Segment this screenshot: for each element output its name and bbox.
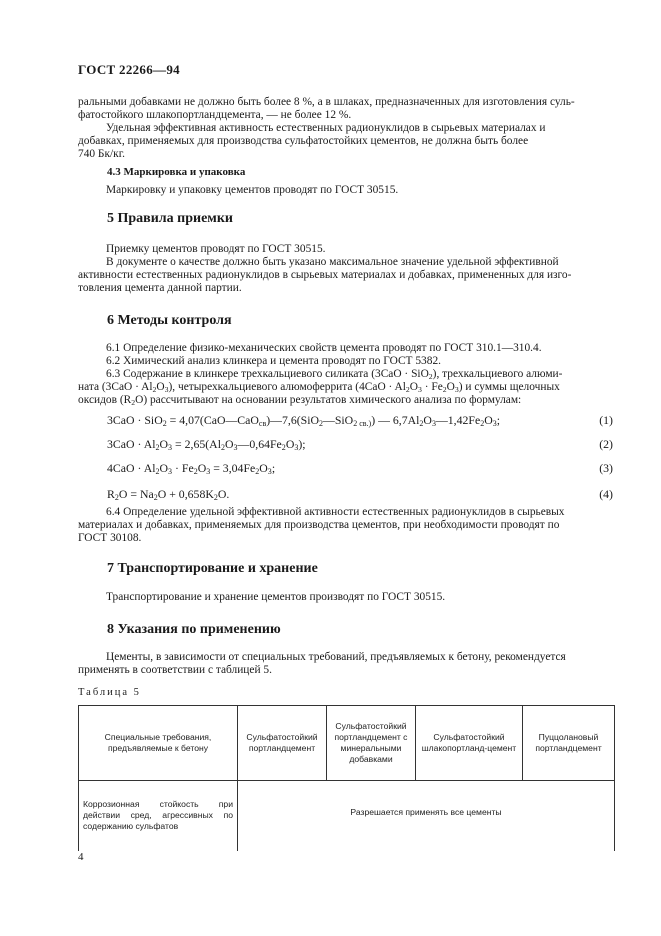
intro-line-2: фатостойкого шлакопортландцемента, — не более 12 %. (78, 109, 352, 121)
section-5-p1: Приемку цементов проводят по ГОСТ 30515. (106, 243, 326, 255)
section-4-3-title: 4.3 Маркировка и упаковка (107, 166, 246, 178)
formula-3: $4CaO \cdot Al_2O_3 \cdot Fe_2O_3 = 3,04Fe_2O_3$; (107, 461, 276, 477)
clause-6-2: 6.2 Химический анализ клинкера и цемента проводят по ГОСТ 5382. (106, 355, 441, 367)
table-5 (78, 705, 615, 851)
formula-4-number: (4) (599, 487, 613, 501)
intro-line-5: 740 Бк/кг. (78, 148, 125, 160)
table-header-sulfate-resistant: Сульфатостойкий портландцемент (238, 706, 327, 781)
clause-6-4-line2: материалах и добавках, применяемых для производства цементов, при необходимости проводят по (78, 519, 560, 531)
formula-3-number: (3) (599, 461, 613, 475)
table-header-pozzolanic: Пуццолановый портландцемент (523, 706, 615, 781)
clause-6-3-line3: оксидов $(R_2O)$ рассчитывают на основании результатов химического анализа по формулам: (78, 394, 522, 408)
section-5-title: 5 Правила приемки (107, 211, 233, 226)
section-6-title: 6 Методы контроля (107, 313, 232, 328)
intro-line-1: ральными добавками не должно быть более 8 %, а в шлаках, предназначенных для изготовления суль- (78, 96, 575, 108)
formula-4: $R_2O = Na_2O + 0,658K_2O$. (107, 487, 230, 503)
table-cell-requirement: Коррозионная стойкость при действии сред, агрессивных по содержанию сульфатов (79, 781, 238, 852)
section-7-text: Транспортирование и хранение цементов производят по ГОСТ 30515. (106, 591, 446, 603)
section-8-title: 8 Указания по применению (107, 622, 281, 637)
formula-1: 3CaO · SiO$_2$ = 4,07(CaO—CaO$_{св}$)—7,6(SiO$_2$—SiO$_{2 св.)}$) — $6,7Al_2O_3—1,42Fe_2O_3$; (107, 413, 501, 429)
document-header: ГОСТ 22266—94 (78, 62, 180, 77)
section-4-3-text: Маркировку и упаковку цементов проводят по ГОСТ 30515. (106, 184, 399, 196)
clause-6-4-line3: ГОСТ 30108. (78, 532, 142, 544)
intro-line-3: Удельная эффективная активность естественных радионуклидов в сырьевых материалах и (106, 122, 546, 134)
formula-1-number: (1) (599, 413, 613, 427)
clause-6-3-line1: 6.3 Содержание в клинкере трехкальциевого силиката (3CaO · SiO$_2$), трехкальциевого алюми- (106, 368, 563, 382)
clause-6-3-line2: ната $(3CaO \cdot Al_2O_3)$, четырехкальциевого алюмоферрита $(4CaO \cdot Al_2O_3 \cdot Fe_2O_3)$ и суммы щелочных (78, 381, 560, 395)
table-header-requirements: Специальные требования, предъявляемые к бетону (79, 706, 238, 781)
clause-6-1: 6.1 Определение физико-механических свойств цемента проводят по ГОСТ 310.1—310.4. (106, 342, 542, 354)
formula-2: $3CaO \cdot Al_2O_3$ = $2,65(Al_2O_3—0,64Fe_2O_3)$; (107, 437, 306, 453)
table-header-sulfate-resistant-mineral: Сульфатостойкий портландцемент с минеральными добавками (327, 706, 416, 781)
table-header-row (79, 706, 615, 781)
section-7-title: 7 Транспортирование и хранение (107, 561, 318, 576)
table-row (79, 781, 615, 852)
table-header-slag: Сульфатостойкий шлакопортланд-цемент (416, 706, 523, 781)
section-5-p2-line3: товления цемента данной партии. (78, 282, 242, 294)
formula-2-number: (2) (599, 437, 613, 451)
clause-6-4-line1: 6.4 Определение удельной эффективной активности естественных радионуклидов в сырьевых (106, 506, 565, 518)
page-number: 4 (78, 851, 84, 863)
section-8-line2: применять в соответствии с таблицей 5. (78, 664, 272, 676)
section-8-line1: Цементы, в зависимости от специальных требований, предъявляемых к бетону, рекомендуется (106, 651, 566, 663)
section-5-p2-line1: В документе о качестве должно быть указано максимальное значение удельной эффективной (106, 256, 559, 268)
table-5-caption: Таблица 5 (78, 687, 141, 698)
table-cell-all-cements: Разрешается применять все цементы (238, 781, 615, 852)
intro-line-4: добавках, применяемых для производства сульфатостойких цементов, не должна быть более (78, 135, 529, 147)
section-5-p2-line2: активности естественных радионуклидов в сырьевых материалах и добавках, примененных для изго- (78, 269, 572, 281)
